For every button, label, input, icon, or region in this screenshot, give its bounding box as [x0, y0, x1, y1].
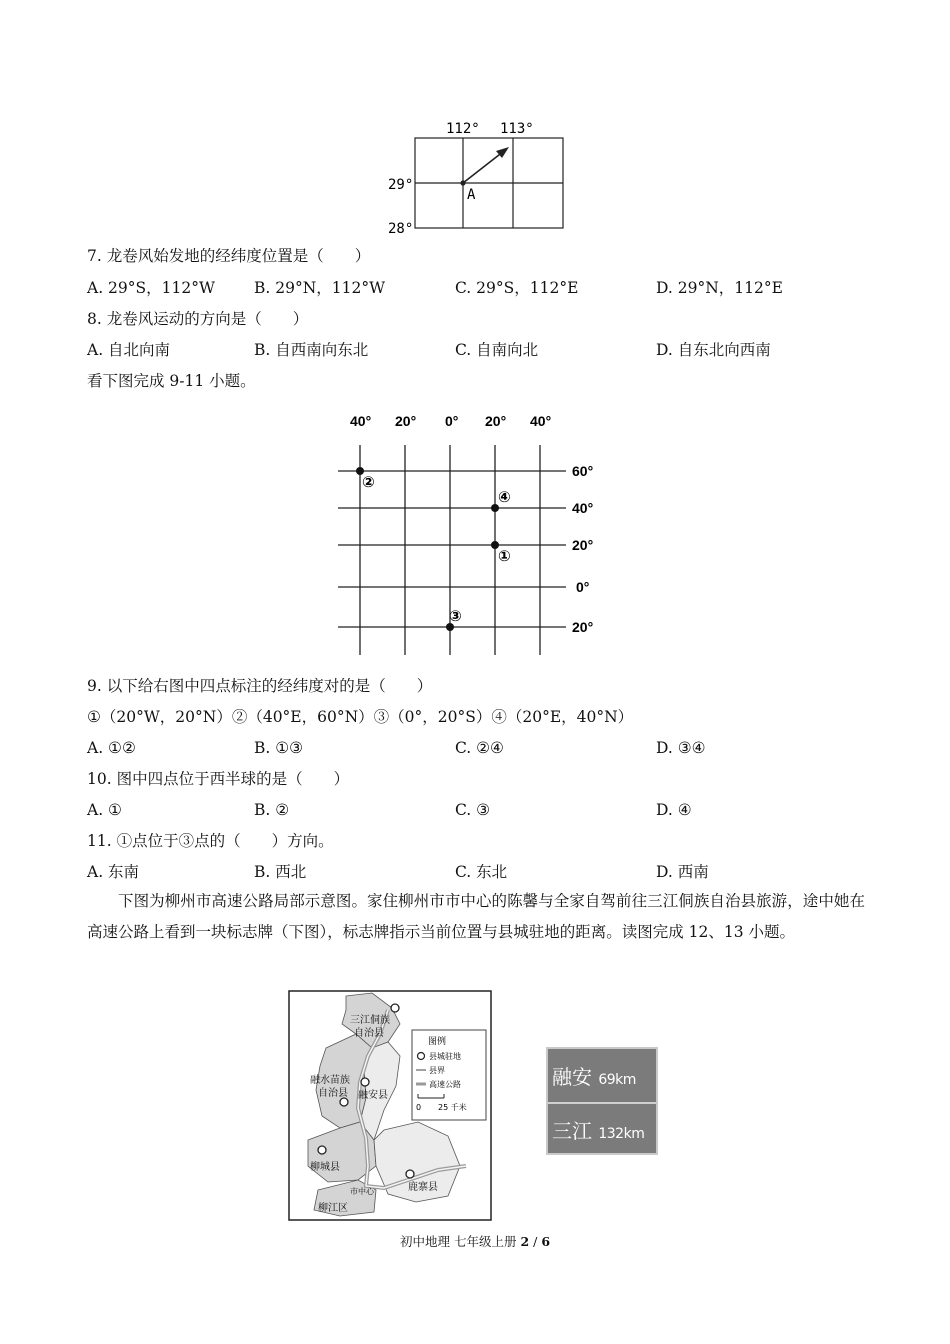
q11-stem: 11. ①点位于③点的（ ）方向。 — [87, 832, 334, 850]
passage-text: 下图为柳州市高速公路局部示意图。家住柳州市市中心的陈馨与全家自驾前往三江侗族自治县旅游，途中她在高速公路上看到一块标志牌（下图），标志牌指示当前位置与县城驻地的距离。读图完成 12、13 小题。 — [87, 892, 865, 941]
q9-option-a: A. ①② — [87, 739, 136, 757]
q9-stem: 9. 以下给右图中四点标注的经纬度对的是（ ） — [87, 677, 433, 695]
point-2-label: ② — [362, 474, 375, 491]
lat-label-20n: 20° — [572, 537, 594, 553]
lon-label-113: 113° — [500, 121, 534, 137]
sign-distance-rongan: 69km — [598, 1072, 636, 1088]
q8-option-c: C. 自南向北 — [455, 341, 539, 359]
lat-label-0: 0° — [576, 579, 590, 595]
lat-label-60n: 60° — [572, 463, 594, 479]
q10-stem: 10. 图中四点位于西半球的是（ ） — [87, 770, 350, 788]
lon-label-40w: 40° — [350, 413, 372, 429]
page-footer — [0, 1232, 950, 1250]
label-rongan: 融安县 — [358, 1090, 388, 1101]
label-rongshui-1: 融水苗族 — [310, 1075, 350, 1086]
lat-label-20s: 20° — [572, 619, 594, 635]
lon-label-20e: 20° — [485, 413, 507, 429]
q11-option-d: D. 西南 — [656, 863, 709, 881]
liuzhou-highway-map — [288, 990, 492, 1222]
q10-option-a: A. ① — [87, 801, 122, 819]
figure-2-grid — [330, 405, 610, 660]
seat-rongan — [361, 1078, 369, 1086]
sign-row-rongan — [552, 1061, 652, 1090]
sign-place-rongan: 融安 — [552, 1065, 592, 1089]
legend-item-highway: 高速公路 — [429, 1080, 461, 1089]
seat-sanjiang — [391, 1004, 399, 1012]
scale-value: 25 千米 — [438, 1103, 467, 1112]
q9-option-d: D. ③④ — [656, 739, 706, 757]
road-sign — [546, 1047, 658, 1155]
q11-option-c: C. 东北 — [455, 863, 508, 881]
legend-item-seat: 县城驻地 — [429, 1052, 461, 1061]
map-legend — [412, 1030, 486, 1120]
footer-sep: / — [529, 1234, 542, 1249]
lon-label-20w: 20° — [395, 413, 417, 429]
footer-page: 2 — [520, 1234, 530, 1249]
q9-option-c: C. ②④ — [455, 739, 504, 757]
scale-zero: 0 — [416, 1103, 422, 1112]
label-rongshui-2: 自治县 — [318, 1088, 348, 1099]
sign-row-sanjiang — [552, 1115, 652, 1144]
q8-option-a: A. 自北向南 — [87, 341, 171, 359]
q7-option-c: C. 29°S，112°E — [455, 279, 579, 297]
sign-distance-sanjiang: 132km — [598, 1126, 645, 1142]
legend-title: 图例 — [428, 1037, 447, 1047]
q11-option-a: A. 东南 — [87, 863, 140, 881]
lon-label-112: 112° — [446, 121, 480, 137]
label-sanjiang-2: 自治县 — [354, 1028, 384, 1039]
seat-luzhai — [406, 1170, 414, 1178]
q8-option-b: B. 自西南向东北 — [254, 341, 369, 359]
q10-option-b: B. ② — [254, 801, 290, 819]
q8-stem: 8. 龙卷风运动的方向是（ ） — [87, 310, 309, 328]
point-a — [460, 180, 465, 185]
q7-option-b: B. 29°N，112°W — [254, 279, 386, 297]
passage-12-13 — [87, 886, 865, 948]
point-a-label: A — [467, 187, 476, 203]
point-3-label: ③ — [449, 608, 462, 625]
tornado-arrow — [463, 151, 504, 183]
q9-option-b: B. ①③ — [254, 739, 304, 757]
label-liucheng: 柳城县 — [310, 1162, 340, 1173]
point-1-label: ① — [498, 548, 511, 565]
footer-text: 初中地理 七年级上册 — [399, 1234, 521, 1249]
q7-option-d: D. 29°N，112°E — [656, 279, 783, 297]
lat-label-28: 28° — [388, 221, 414, 237]
legend-item-border: 县界 — [429, 1066, 445, 1075]
q10-option-d: D. ④ — [656, 801, 692, 819]
label-liujiang: 柳江区 — [318, 1203, 348, 1214]
q11-option-b: B. 西北 — [254, 863, 307, 881]
figure-1-grid — [380, 118, 580, 238]
q7-option-a: A. 29°S，112°W — [87, 279, 215, 297]
lon-label-0: 0° — [445, 413, 459, 429]
footer-total: 6 — [541, 1234, 551, 1249]
point-4-label: ④ — [498, 489, 511, 506]
q8-option-d: D. 自东北向西南 — [656, 341, 771, 359]
lon-label-40e: 40° — [530, 413, 552, 429]
seat-rongshui — [340, 1098, 348, 1106]
q10-option-c: C. ③ — [455, 801, 491, 819]
lat-label-40n: 40° — [572, 500, 594, 516]
sign-divider — [548, 1102, 656, 1104]
q9-detail: ①（20°W，20°N）②（40°E，60°N）③（0°，20°S）④（20°E，40°N） — [87, 708, 634, 726]
label-shizhongxin: 市中心 — [350, 1187, 374, 1196]
label-luzhai: 鹿寨县 — [408, 1182, 438, 1193]
legend-seat-icon — [418, 1053, 425, 1060]
seat-liucheng — [318, 1146, 326, 1154]
label-sanjiang-1: 三江侗族 — [350, 1015, 390, 1026]
q7-stem: 7. 龙卷风始发地的经纬度位置是（ ） — [87, 247, 371, 265]
sign-place-sanjiang: 三江 — [552, 1119, 592, 1143]
lat-label-29: 29° — [388, 177, 414, 193]
instruction-9-11: 看下图完成 9-11 小题。 — [87, 372, 256, 390]
